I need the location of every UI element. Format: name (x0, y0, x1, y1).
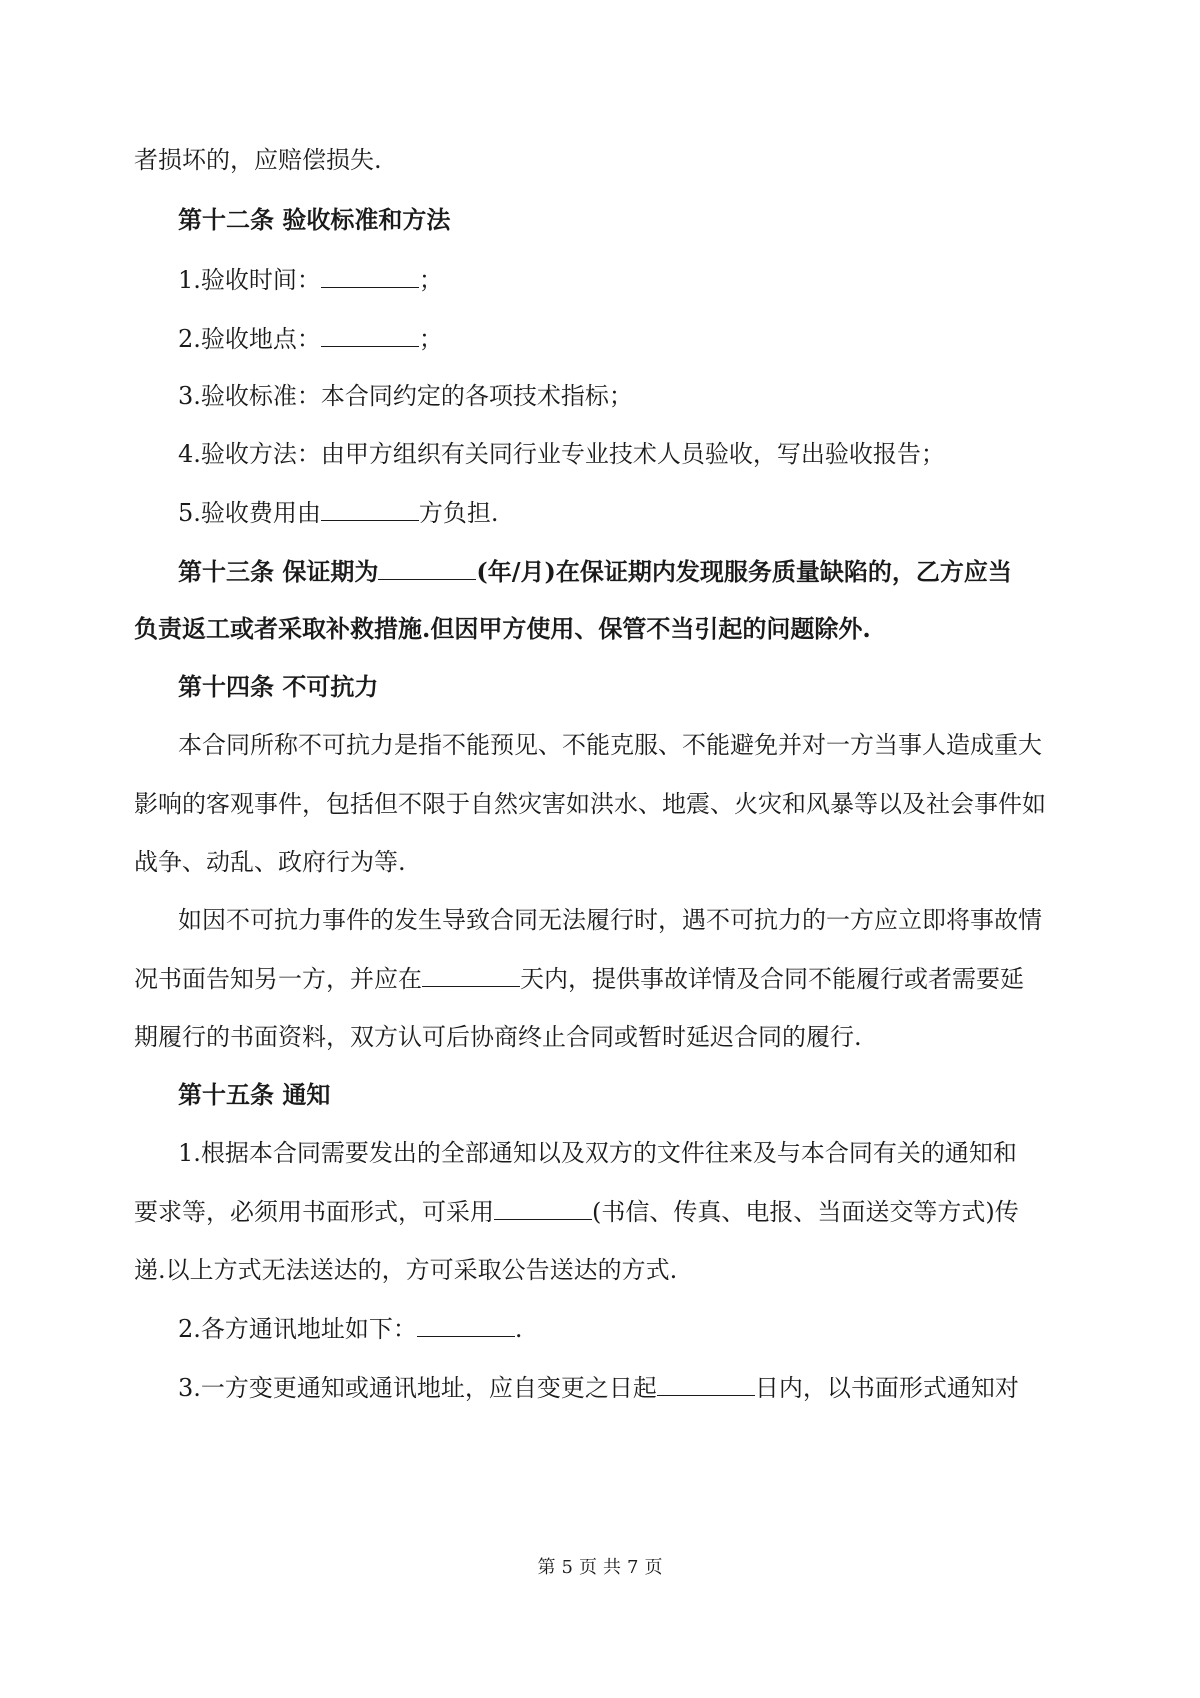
fill-in-blank (657, 1371, 755, 1396)
paragraph-line (0, 1195, 1200, 1228)
paragraph-line (0, 846, 1200, 878)
paragraph-text: 日内，以书面形式通知对 (754, 1374, 1019, 1402)
article-12-title (0, 204, 1200, 236)
paragraph-line (0, 904, 1200, 936)
article-13-line-1 (0, 555, 1200, 588)
paragraph-text: 天内，提供事故详情及合同不能履行或者需要延 (520, 965, 1024, 993)
paragraph-text: 2.各方通讯地址如下： (178, 1315, 417, 1343)
article-12-item-2 (0, 322, 1200, 355)
item-text: 方负担. (418, 499, 499, 527)
fill-in-blank (321, 496, 419, 521)
paragraph-text: 1.根据本合同需要发出的全部通知以及双方的文件往来及与本合同有关的通知和 (178, 1139, 1017, 1167)
item-text: 1.验收时间： (178, 266, 321, 294)
paragraph-line (0, 1371, 1200, 1404)
paragraph-text: 者损坏的，应赔偿损失. (134, 146, 382, 174)
paragraph-text: 要求等，必须用书面形式，可采用 (134, 1198, 494, 1226)
paragraph-text: . (514, 1315, 523, 1343)
paragraph-text: 递.以上方式无法送达的，方可采取公告送达的方式. (134, 1256, 678, 1284)
paragraph-line (0, 788, 1200, 820)
paragraph-text: 影响的客观事件，包括但不限于自然灾害如洪水、地震、火灾和风暴等以及社会事件如 (134, 790, 1046, 818)
article-12-item-5 (0, 496, 1200, 529)
paragraph-text: 战争、动乱、政府行为等. (134, 848, 406, 876)
article-text: 负责返工或者采取补救措施.但因甲方使用、保管不当引起的问题除外. (134, 614, 871, 643)
current-page-number: 5 (561, 1557, 573, 1578)
fill-in-blank (321, 322, 419, 347)
fill-in-blank (378, 555, 476, 580)
item-text: 3.验收标准：本合同约定的各项技术指标； (178, 382, 633, 410)
paragraph-text: 3.一方变更通知或通讯地址，应自变更之日起 (178, 1374, 657, 1402)
paragraph-text: 期履行的书面资料，双方认可后协商终止合同或暂时延迟合同的履行. (134, 1023, 862, 1051)
footer-text: 页 (579, 1557, 597, 1578)
article-title-text: 第十二条 验收标准和方法 (178, 205, 451, 234)
article-12-item-1 (0, 263, 1200, 296)
paragraph-line (0, 962, 1200, 995)
paragraph-text: 况书面告知另一方，并应在 (134, 965, 422, 993)
fill-in-blank (321, 263, 419, 288)
article-12-item-4 (0, 438, 1200, 470)
paragraph-line (0, 1137, 1200, 1169)
paragraph-line (0, 144, 1200, 176)
article-13-line-2 (0, 613, 1200, 645)
paragraph-text: (书信、传真、电报、当面送交等方式)传 (592, 1198, 1019, 1226)
article-text: (年/月)在保证期内发现服务质量缺陷的，乙方应当 (476, 557, 1012, 586)
paragraph-line (0, 1021, 1200, 1053)
item-text: 2.验收地点： (178, 325, 321, 353)
total-pages-number: 7 (627, 1557, 639, 1578)
paragraph-line (0, 729, 1200, 761)
article-text: 第十三条 保证期为 (178, 557, 379, 586)
article-title-text: 第十四条 不可抗力 (178, 672, 379, 701)
footer-text: 页 (644, 1557, 663, 1578)
item-text: ； (418, 266, 443, 294)
article-15-title (0, 1079, 1200, 1111)
page-footer (0, 1556, 1200, 1580)
footer-text: 共 (603, 1557, 621, 1578)
paragraph-text: 如因不可抗力事件的发生导致合同无法履行时，遇不可抗力的一方应立即将事故情 (178, 906, 1042, 934)
fill-in-blank (422, 962, 520, 987)
item-text: 5.验收费用由 (178, 499, 321, 527)
paragraph-line (0, 1254, 1200, 1286)
paragraph-line (0, 1312, 1200, 1345)
paragraph-text: 本合同所称不可抗力是指不能预见、不能克服、不能避免并对一方当事人造成重大 (178, 731, 1042, 759)
article-title-text: 第十五条 通知 (178, 1080, 331, 1109)
item-text: 4.验收方法：由甲方组织有关同行业专业技术人员验收，写出验收报告； (178, 440, 945, 468)
fill-in-blank (494, 1195, 592, 1220)
footer-text: 第 (537, 1557, 556, 1578)
item-text: ； (418, 325, 443, 353)
article-14-title (0, 671, 1200, 703)
article-12-item-3 (0, 380, 1200, 412)
fill-in-blank (417, 1312, 515, 1337)
